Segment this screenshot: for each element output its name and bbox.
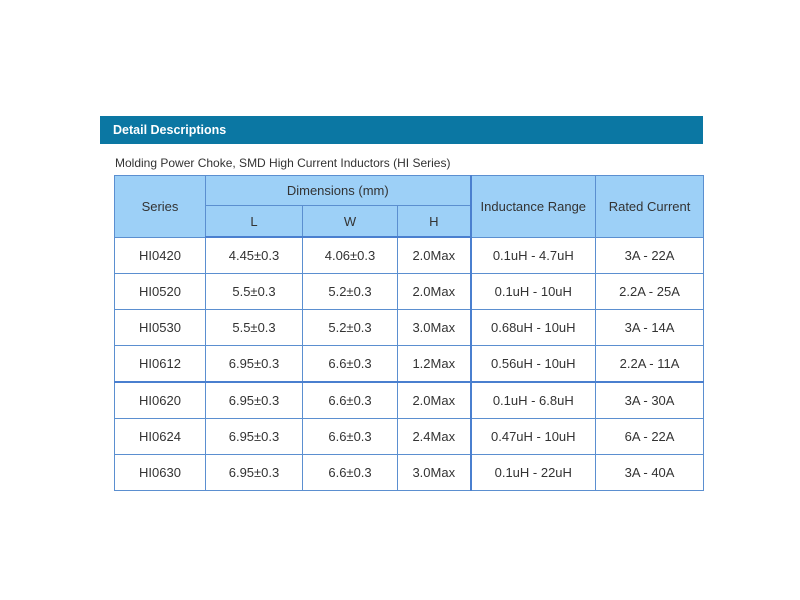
cell-height: 2.0Max <box>398 274 471 310</box>
spec-table-body <box>115 237 704 491</box>
cell-inductance: 0.68uH - 10uH <box>471 310 596 346</box>
cell-inductance: 0.1uH - 6.8uH <box>471 382 596 419</box>
cell-length: 5.5±0.3 <box>206 310 303 346</box>
cell-width: 6.6±0.3 <box>303 419 398 455</box>
cell-width: 5.2±0.3 <box>303 310 398 346</box>
table-row <box>115 237 704 274</box>
cell-series: HI0612 <box>115 346 206 383</box>
header-width: W <box>303 206 398 238</box>
cell-inductance: 0.1uH - 22uH <box>471 455 596 491</box>
cell-series: HI0630 <box>115 455 206 491</box>
cell-height: 2.4Max <box>398 419 471 455</box>
cell-inductance: 0.47uH - 10uH <box>471 419 596 455</box>
table-row <box>115 419 704 455</box>
cell-length: 4.45±0.3 <box>206 237 303 274</box>
cell-length: 6.95±0.3 <box>206 455 303 491</box>
header-height: H <box>398 206 471 238</box>
cell-inductance: 0.1uH - 4.7uH <box>471 237 596 274</box>
table-row <box>115 274 704 310</box>
cell-series: HI0620 <box>115 382 206 419</box>
table-row <box>115 455 704 491</box>
spec-table <box>114 175 704 491</box>
cell-length: 5.5±0.3 <box>206 274 303 310</box>
cell-length: 6.95±0.3 <box>206 419 303 455</box>
cell-width: 4.06±0.3 <box>303 237 398 274</box>
table-row <box>115 382 704 419</box>
header-dimensions: Dimensions (mm) <box>206 176 471 206</box>
table-row <box>115 346 704 383</box>
cell-width: 6.6±0.3 <box>303 455 398 491</box>
cell-series: HI0530 <box>115 310 206 346</box>
header-rated-current: Rated Current <box>596 176 704 238</box>
header-series: Series <box>115 176 206 238</box>
cell-current: 3A - 40A <box>596 455 704 491</box>
cell-current: 6A - 22A <box>596 419 704 455</box>
detail-descriptions-header <box>100 116 703 144</box>
cell-height: 3.0Max <box>398 310 471 346</box>
header-length: L <box>206 206 303 238</box>
panel-title: Detail Descriptions <box>113 123 227 137</box>
cell-height: 3.0Max <box>398 455 471 491</box>
cell-current: 2.2A - 11A <box>596 346 704 383</box>
cell-width: 6.6±0.3 <box>303 382 398 419</box>
table-row <box>115 310 704 346</box>
cell-length: 6.95±0.3 <box>206 346 303 383</box>
cell-current: 2.2A - 25A <box>596 274 704 310</box>
cell-length: 6.95±0.3 <box>206 382 303 419</box>
cell-inductance: 0.56uH - 10uH <box>471 346 596 383</box>
cell-height: 2.0Max <box>398 382 471 419</box>
cell-current: 3A - 22A <box>596 237 704 274</box>
cell-height: 1.2Max <box>398 346 471 383</box>
cell-current: 3A - 30A <box>596 382 704 419</box>
cell-height: 2.0Max <box>398 237 471 274</box>
header-inductance-range: Inductance Range <box>471 176 596 238</box>
cell-width: 6.6±0.3 <box>303 346 398 383</box>
cell-series: HI0420 <box>115 237 206 274</box>
product-subtitle: Molding Power Choke, SMD High Current Inductors (HI Series) <box>115 156 451 170</box>
cell-inductance: 0.1uH - 10uH <box>471 274 596 310</box>
cell-width: 5.2±0.3 <box>303 274 398 310</box>
cell-series: HI0520 <box>115 274 206 310</box>
cell-current: 3A - 14A <box>596 310 704 346</box>
cell-series: HI0624 <box>115 419 206 455</box>
